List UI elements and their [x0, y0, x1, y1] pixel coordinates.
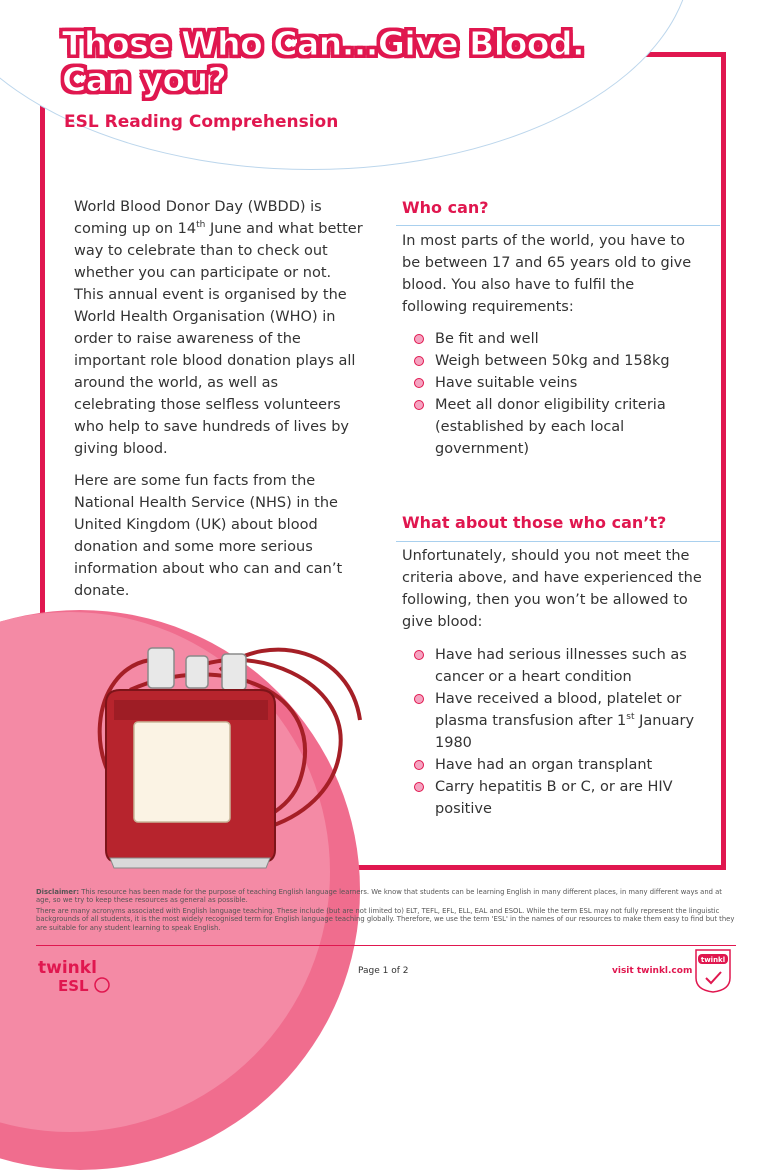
list-item: [410, 372, 710, 394]
who-cant-text: Unfortunately, should you not meet the criteria above, and have experienced the following, then you won’t be allowed to give blood:: [402, 548, 702, 630]
list-item: [410, 776, 710, 820]
logo-text: twinkl: [38, 958, 97, 978]
footer-divider: [36, 945, 736, 946]
bullet-icon: [414, 334, 424, 344]
list-item: [410, 350, 710, 372]
list-item-text: Meet all donor eligibility criteria (established by each local government): [435, 397, 666, 457]
list-item-text-2: January 1980: [435, 713, 695, 751]
intro-paragraph-1: [74, 196, 364, 460]
list-item: [410, 394, 710, 460]
bullet-icon: [414, 782, 424, 792]
list-item-text: Be fit and well: [435, 331, 539, 347]
visit-link[interactable]: visit twinkl.com: [612, 966, 693, 976]
who-cant-list: [410, 644, 710, 820]
bullet-icon: [414, 356, 424, 366]
who-can-text: In most parts of the world, you have to be between 17 and 65 years old to give blood. You also have to fulfil the following requirements:: [402, 233, 692, 315]
list-item-text: Have had serious illnesses such as cancer or a heart condition: [435, 647, 687, 685]
list-item-text: Carry hepatitis B or C, or are HIV positive: [435, 779, 673, 817]
disclaimer-paragraph-1: [36, 888, 736, 905]
blood-bag-illustration: [70, 630, 370, 870]
list-item-sup: st: [626, 712, 635, 723]
intro-p1-text-2: June and what better way to celebrate than to check out whether you can participate or not. This annual event is organised by the World Health Organisation (WHO) in order to raise awareness of the important role blood donation plays all around the world, as well as celebrating those selfless volunteers who help to save hundreds of lives by giving blood.: [74, 221, 363, 457]
title-line-2: Can you?: [62, 60, 227, 99]
who-can-divider: [396, 225, 720, 226]
quality-badge-icon: [690, 948, 736, 994]
disclaimer-paragraph-2: There are many acronyms associated with English language teaching. These include (but are not limited to) ELT, TEFL, EFL, ELL, EAL and ESOL. While the term ESL may not fully represent the linguistic backgrounds of all students, it is the most widely recognised term for English language teaching globally. Therefore, we use the term 'ESL' in the names of our resources to make them easy to find but they are suitable for any student learning to speak English.: [36, 906, 735, 932]
list-item-text: Have suitable veins: [435, 375, 578, 391]
who-cant-divider: [396, 541, 720, 542]
intro-column: [74, 196, 364, 612]
list-item: [410, 754, 710, 776]
list-item-text: Weigh between 50kg and 158kg: [435, 353, 670, 369]
who-cant-heading: What about those who can’t?: [402, 513, 667, 532]
list-item: [410, 644, 710, 688]
intro-p1-text: World Blood Donor Day (WBDD) is coming up on 14: [74, 199, 322, 237]
bullet-icon: [414, 760, 424, 770]
who-can-list: [410, 328, 710, 460]
who-can-heading: Who can?: [402, 198, 489, 217]
bullet-icon: [414, 378, 424, 388]
logo-subtext: ESL: [58, 977, 89, 995]
page-title: [62, 26, 584, 98]
list-item: [410, 328, 710, 350]
disclaimer-text-1: This resource has been made for the purpose of teaching English language learners. We know that students can be learning English in many different places, in many different ways and at age, so we try to keep these resources as general as possible.: [36, 888, 722, 905]
bullet-icon: [414, 650, 424, 660]
page-number: Page 1 of 2: [358, 966, 409, 976]
bullet-icon: [414, 400, 424, 410]
list-item-text: Have received a blood, platelet or plasma transfusion after 1: [435, 691, 682, 729]
title-line-1: Those Who Can...Give Blood.: [62, 24, 585, 63]
disclaimer: [36, 888, 736, 934]
list-item: [410, 688, 710, 754]
intro-paragraph-2: Here are some fun facts from the National Health Service (NHS) in the United Kingdom (UK) about blood donation and some more serious information about who can and can’t donate.: [74, 473, 343, 599]
bullet-icon: [414, 694, 424, 704]
page-subtitle: ESL Reading Comprehension: [64, 112, 339, 132]
disclaimer-label: Disclaimer:: [36, 888, 80, 896]
list-item-text: Have had an organ transplant: [435, 757, 653, 773]
badge-text: twinkl: [700, 956, 726, 964]
twinkl-esl-logo[interactable]: [36, 953, 116, 997]
intro-p1-sup: th: [196, 220, 206, 231]
